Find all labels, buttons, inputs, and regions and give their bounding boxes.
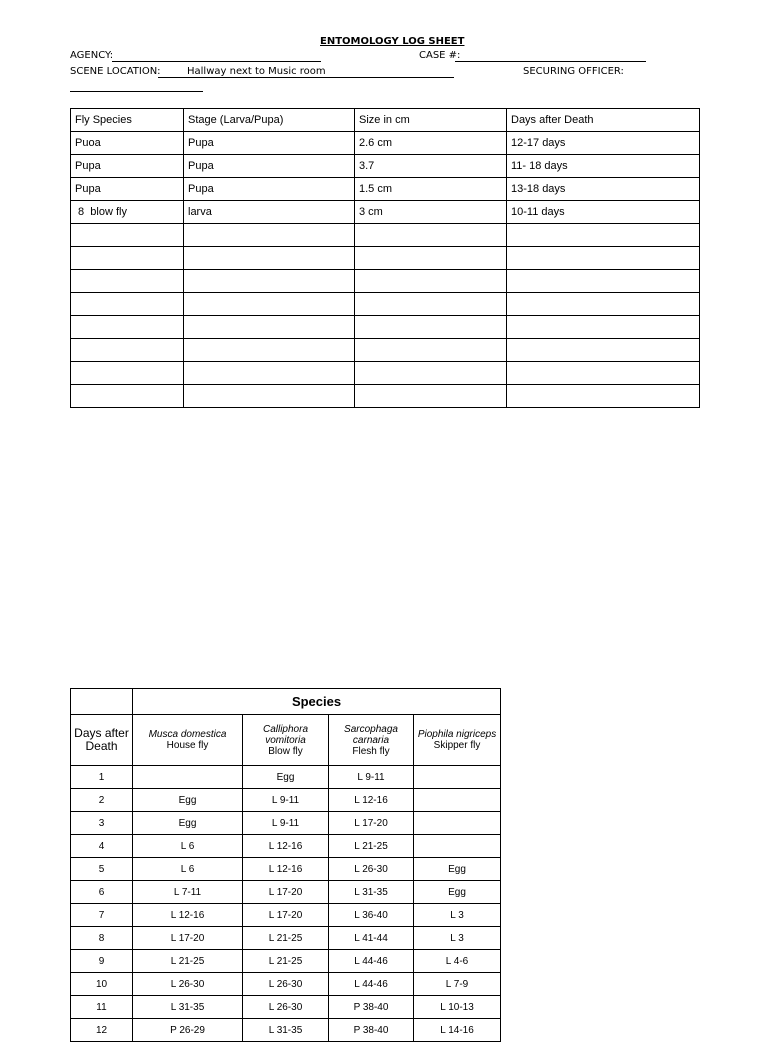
species-scientific-name: Piophila nigriceps <box>417 729 497 740</box>
day-number-cell: 7 <box>71 904 133 927</box>
species-day-row <box>71 996 501 1019</box>
stage-cell: Egg <box>133 789 243 812</box>
species-scientific-name: Sarcophaga carnaria <box>344 723 398 746</box>
securing-officer-label: SECURING OFFICER: <box>523 66 624 77</box>
scene-location-field-line[interactable] <box>158 77 454 78</box>
log-cell[interactable] <box>355 270 507 293</box>
log-cell[interactable] <box>507 270 700 293</box>
stage-cell: L 6 <box>133 858 243 881</box>
case-number-label: CASE #: <box>419 50 461 61</box>
log-cell[interactable]: 8 blow fly <box>71 201 184 224</box>
day-number-cell: 12 <box>71 1019 133 1042</box>
log-cell[interactable] <box>184 385 355 408</box>
stage-cell: L 7-9 <box>414 973 501 996</box>
entomology-log-table <box>70 108 700 408</box>
species-column-header <box>414 715 501 766</box>
stage-cell: L 17-20 <box>243 904 329 927</box>
stage-cell: L 9-11 <box>243 812 329 835</box>
securing-officer-field-line[interactable] <box>70 91 203 92</box>
log-cell[interactable] <box>71 339 184 362</box>
log-row <box>71 362 700 385</box>
stage-cell <box>414 812 501 835</box>
page-title: ENTOMOLOGY LOG SHEET <box>320 36 465 47</box>
log-cell[interactable] <box>184 316 355 339</box>
species-column-header <box>243 715 329 766</box>
species-day-row <box>71 766 501 789</box>
log-cell[interactable]: 12-17 days <box>507 132 700 155</box>
stage-cell: L 17-20 <box>329 812 414 835</box>
log-cell[interactable]: 1.5 cm <box>355 178 507 201</box>
day-number-cell: 5 <box>71 858 133 881</box>
log-cell[interactable]: Pupa <box>71 178 184 201</box>
days-after-death-header: Days after Death <box>71 715 133 766</box>
log-header-cell: Fly Species <box>71 109 184 132</box>
scene-location-label: SCENE LOCATION: <box>70 66 161 77</box>
log-cell[interactable] <box>507 339 700 362</box>
species-common-name: Skipper fly <box>433 740 481 751</box>
log-cell[interactable] <box>355 293 507 316</box>
stage-cell: L 44-46 <box>329 973 414 996</box>
log-row <box>71 224 700 247</box>
stage-cell <box>414 835 501 858</box>
stage-cell: Egg <box>414 881 501 904</box>
stage-cell: L 17-20 <box>133 927 243 950</box>
log-cell[interactable] <box>184 362 355 385</box>
log-row <box>71 385 700 408</box>
agency-label: AGENCY: <box>70 50 114 61</box>
stage-cell: P 38-40 <box>329 1019 414 1042</box>
log-cell[interactable] <box>355 339 507 362</box>
log-cell[interactable] <box>71 316 184 339</box>
log-cell[interactable]: larva <box>184 201 355 224</box>
log-cell[interactable] <box>71 247 184 270</box>
log-cell[interactable] <box>184 339 355 362</box>
log-cell[interactable] <box>507 293 700 316</box>
species-column-header <box>133 715 243 766</box>
species-title-row <box>71 689 501 715</box>
log-cell[interactable]: Pupa <box>184 178 355 201</box>
species-title: Species <box>133 689 501 715</box>
stage-cell: L 14-16 <box>414 1019 501 1042</box>
log-cell[interactable] <box>71 270 184 293</box>
stage-cell: L 9-11 <box>329 766 414 789</box>
log-row <box>71 201 700 224</box>
stage-cell: L 12-16 <box>329 789 414 812</box>
stage-cell: L 41-44 <box>329 927 414 950</box>
log-row <box>71 293 700 316</box>
log-cell[interactable]: 2.6 cm <box>355 132 507 155</box>
log-cell[interactable] <box>71 224 184 247</box>
log-cell[interactable] <box>355 247 507 270</box>
log-cell[interactable]: Pupa <box>184 155 355 178</box>
log-row <box>71 178 700 201</box>
day-number-cell: 3 <box>71 812 133 835</box>
stage-cell: L 26-30 <box>243 996 329 1019</box>
log-cell[interactable]: 11- 18 days <box>507 155 700 178</box>
log-cell[interactable]: 13-18 days <box>507 178 700 201</box>
log-cell[interactable] <box>507 362 700 385</box>
stage-cell: L 12-16 <box>243 835 329 858</box>
log-cell[interactable] <box>507 224 700 247</box>
stage-cell: P 38-40 <box>329 996 414 1019</box>
stage-cell: P 26-29 <box>133 1019 243 1042</box>
species-day-row <box>71 1019 501 1042</box>
stage-cell: L 9-11 <box>243 789 329 812</box>
log-cell[interactable] <box>184 293 355 316</box>
log-cell[interactable] <box>355 362 507 385</box>
log-cell[interactable] <box>507 385 700 408</box>
log-cell[interactable] <box>71 385 184 408</box>
species-day-row <box>71 835 501 858</box>
species-day-row <box>71 858 501 881</box>
log-cell[interactable]: 3 cm <box>355 201 507 224</box>
log-cell[interactable]: Pupa <box>184 132 355 155</box>
stage-cell: L 17-20 <box>243 881 329 904</box>
agency-field-line[interactable] <box>112 61 321 62</box>
species-column-header <box>329 715 414 766</box>
log-cell[interactable] <box>355 224 507 247</box>
log-row <box>71 270 700 293</box>
log-row <box>71 132 700 155</box>
stage-cell: L 12-16 <box>243 858 329 881</box>
log-cell[interactable]: Puoa <box>71 132 184 155</box>
day-number-cell: 10 <box>71 973 133 996</box>
day-number-cell: 1 <box>71 766 133 789</box>
corner-cell <box>71 689 133 715</box>
log-header-cell: Stage (Larva/Pupa) <box>184 109 355 132</box>
species-scientific-name: Calliphora vomitoria <box>262 723 309 746</box>
log-cell[interactable] <box>71 293 184 316</box>
log-row <box>71 316 700 339</box>
log-cell[interactable] <box>184 247 355 270</box>
species-day-row <box>71 950 501 973</box>
stage-cell: L 26-30 <box>133 973 243 996</box>
species-scientific-name: Musca domestica <box>148 729 227 740</box>
species-common-name: House fly <box>166 740 209 751</box>
stage-cell: L 44-46 <box>329 950 414 973</box>
log-cell[interactable] <box>184 270 355 293</box>
species-reference-table <box>70 688 501 1042</box>
species-day-row <box>71 973 501 996</box>
log-cell[interactable] <box>184 224 355 247</box>
log-row <box>71 339 700 362</box>
stage-cell <box>133 766 243 789</box>
stage-cell: L 7-11 <box>133 881 243 904</box>
day-number-cell: 11 <box>71 996 133 1019</box>
stage-cell: L 12-16 <box>133 904 243 927</box>
stage-cell: L 31-35 <box>133 996 243 1019</box>
stage-cell: L 31-35 <box>243 1019 329 1042</box>
log-row <box>71 155 700 178</box>
stage-cell: L 21-25 <box>243 927 329 950</box>
scene-location-value: Hallway next to Music room <box>187 66 326 77</box>
day-number-cell: 9 <box>71 950 133 973</box>
case-number-field-line[interactable] <box>455 61 646 62</box>
log-cell[interactable]: 10-11 days <box>507 201 700 224</box>
log-cell[interactable] <box>355 385 507 408</box>
species-day-row <box>71 789 501 812</box>
log-header-cell: Size in cm <box>355 109 507 132</box>
day-number-cell: 4 <box>71 835 133 858</box>
day-number-cell: 8 <box>71 927 133 950</box>
stage-cell: Egg <box>414 858 501 881</box>
log-cell[interactable] <box>507 247 700 270</box>
species-common-name: Flesh fly <box>352 745 390 757</box>
species-day-row <box>71 904 501 927</box>
stage-cell <box>414 766 501 789</box>
stage-cell: L 21-25 <box>133 950 243 973</box>
stage-cell: L 36-40 <box>329 904 414 927</box>
species-day-row <box>71 927 501 950</box>
log-cell[interactable] <box>507 316 700 339</box>
log-cell[interactable]: 3.7 <box>355 155 507 178</box>
stage-cell: L 3 <box>414 927 501 950</box>
stage-cell: L 4-6 <box>414 950 501 973</box>
species-common-name: Blow fly <box>268 745 303 757</box>
stage-cell: L 26-30 <box>243 973 329 996</box>
log-row <box>71 247 700 270</box>
stage-cell: L 31-35 <box>329 881 414 904</box>
log-cell[interactable] <box>71 362 184 385</box>
species-day-row <box>71 812 501 835</box>
stage-cell: L 26-30 <box>329 858 414 881</box>
day-number-cell: 6 <box>71 881 133 904</box>
stage-cell: L 21-25 <box>243 950 329 973</box>
stage-cell: L 10-13 <box>414 996 501 1019</box>
stage-cell: Egg <box>243 766 329 789</box>
log-cell[interactable]: Pupa <box>71 155 184 178</box>
stage-cell: L 6 <box>133 835 243 858</box>
log-cell[interactable] <box>355 316 507 339</box>
stage-cell: L 21-25 <box>329 835 414 858</box>
species-header-row <box>71 715 501 766</box>
stage-cell: L 3 <box>414 904 501 927</box>
stage-cell: Egg <box>133 812 243 835</box>
log-header-row <box>71 109 700 132</box>
day-number-cell: 2 <box>71 789 133 812</box>
species-day-row <box>71 881 501 904</box>
stage-cell <box>414 789 501 812</box>
log-header-cell: Days after Death <box>507 109 700 132</box>
